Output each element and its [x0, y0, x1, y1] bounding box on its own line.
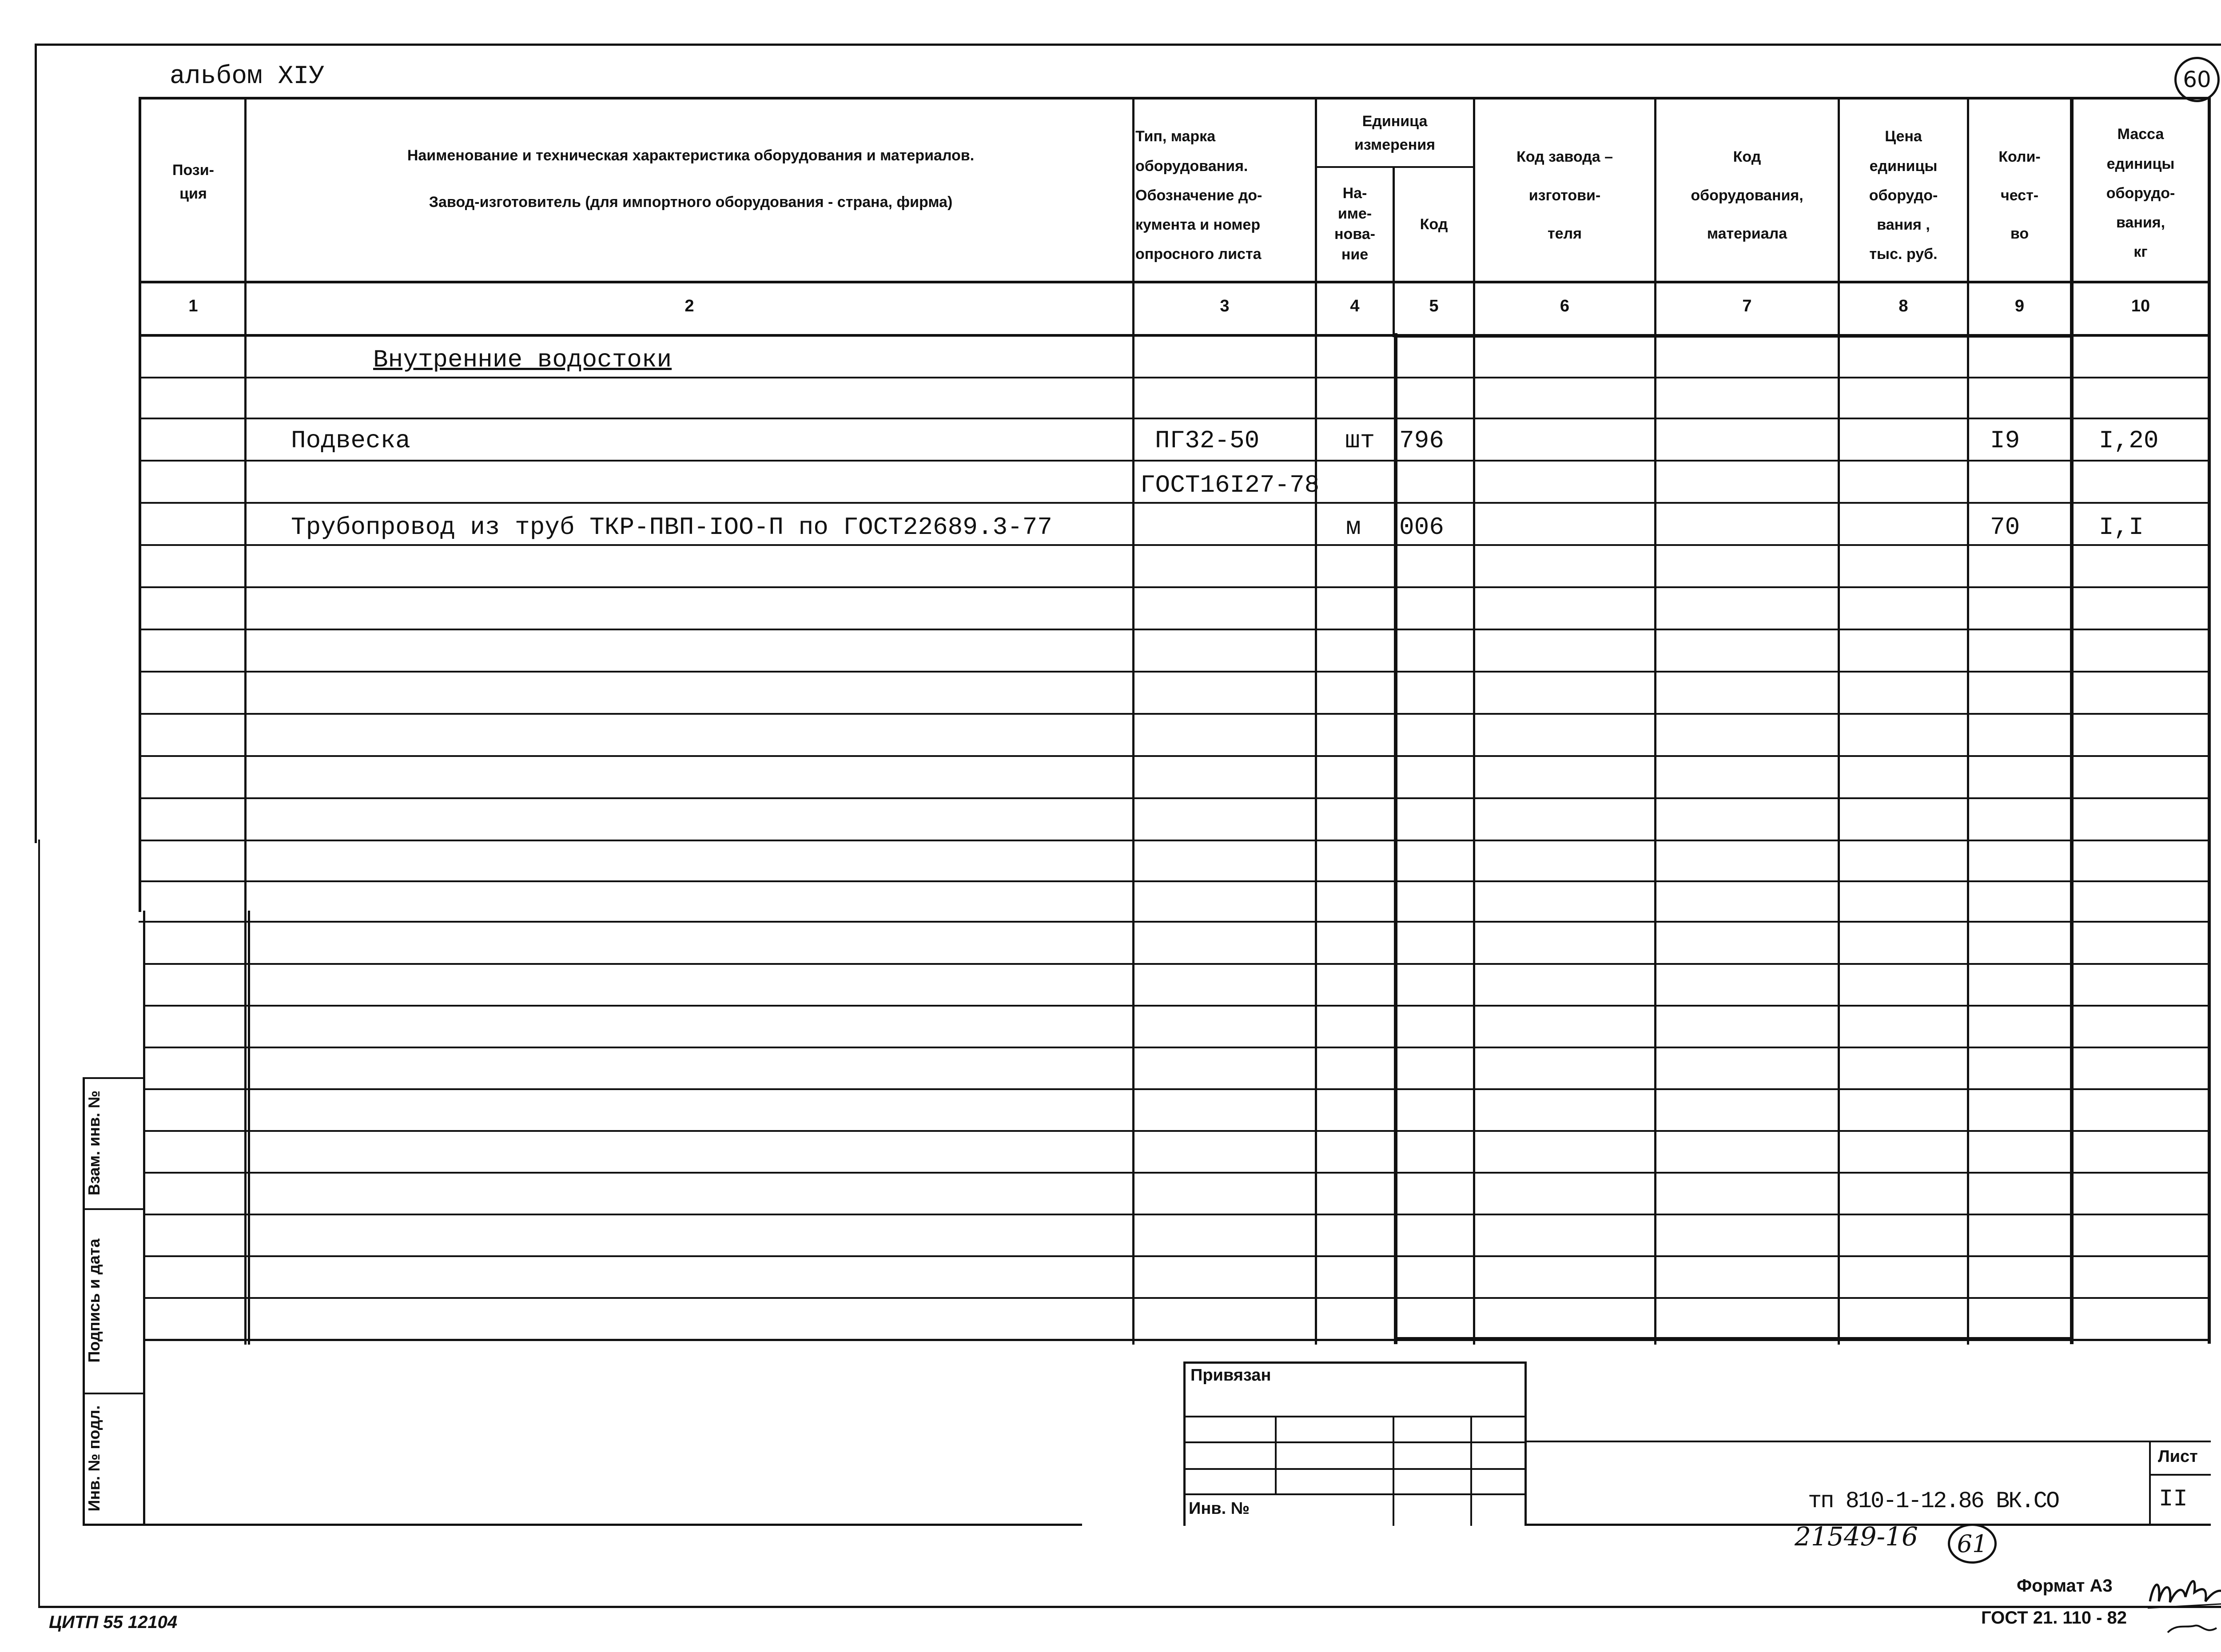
footer-left-code: ЦИТП 55 12104	[49, 1612, 178, 1632]
side-label-inv: Инв. № подл.	[85, 1405, 103, 1512]
signature-mark	[2141, 1561, 2221, 1646]
circled-number-mark	[1948, 1524, 1997, 1564]
header-quantity: Коли- чест- во	[1998, 148, 2041, 243]
row-quantity: 70	[1990, 513, 2020, 541]
row-code: 796	[1399, 426, 1444, 455]
header-unit-name: На- име- нова- ние	[1334, 185, 1375, 263]
sheet-number: II	[2159, 1486, 2188, 1513]
circled-number: 61	[1957, 1529, 1988, 1558]
header-unit-code: Код	[1420, 215, 1448, 233]
row-unit: м	[1346, 513, 1361, 541]
stamp-inv-no: Инв. №	[1189, 1499, 1250, 1518]
row-name: Подвеска	[291, 426, 410, 455]
row-unit: шт	[1345, 426, 1375, 455]
stamp-privyazan: Привязан	[1190, 1366, 1271, 1385]
column-number-1: 1	[188, 297, 198, 315]
album-title: альбом ХIУ	[170, 62, 325, 91]
header-mass: Масса единицы оборудо- вания, кг	[2106, 126, 2175, 261]
footer-format: Формат А3	[2017, 1576, 2113, 1596]
header-name-line2: Завод-изготовитель (для импортного оборудования - страна, фирма)	[429, 193, 953, 211]
header-equipment-code: Код оборудования, материала	[1691, 148, 1803, 243]
column-number-9: 9	[2014, 297, 2025, 315]
side-label-vzam: Взам. инв. №	[85, 1090, 103, 1196]
column-number-3: 3	[1220, 297, 1230, 315]
column-number-10: 10	[2131, 297, 2150, 315]
document-code: тп 810-1-12.86 ВК.СО	[1808, 1488, 2059, 1514]
page-number-mark	[2174, 57, 2220, 102]
column-number-4: 4	[1350, 297, 1360, 315]
header-position: Пози- ция	[172, 162, 214, 202]
row-type-document: ГОСТ16I27-78	[1140, 471, 1320, 499]
section-title: Внутренние водостоки	[373, 346, 672, 374]
row-name: Трубопровод из труб ТКР-ПВП-IOO-П по ГОСТ22689.3-77	[291, 513, 1052, 541]
page-number: 60	[2183, 67, 2211, 92]
row-code: 006	[1399, 513, 1444, 541]
row-mass: I,I	[2099, 513, 2144, 541]
sheet-label: Лист	[2158, 1447, 2198, 1466]
column-number-7: 7	[1742, 297, 1752, 315]
row-quantity: I9	[1990, 426, 2020, 455]
column-number-5: 5	[1429, 297, 1439, 315]
column-number-6: 6	[1560, 297, 1570, 315]
header-factory-code: Код завода – изготови- теля	[1516, 148, 1613, 243]
side-label-podpis: Подпись и дата	[85, 1238, 103, 1363]
header-type: Тип, марка оборудования. Обозначение до- кумента и номер опросного листа	[1135, 128, 1262, 263]
row-mass: I,20	[2099, 426, 2159, 455]
column-number-8: 8	[1899, 297, 1908, 315]
header-price: Цена единицы оборудо- вания , тыс. руб.	[1869, 128, 1938, 263]
header-unit-group: Единица измерения	[1354, 113, 1435, 153]
footer-gost: ГОСТ 21. 110 - 82	[1981, 1608, 2127, 1628]
column-number-2: 2	[685, 297, 694, 315]
handwritten-number: 21549-16	[1795, 1521, 1918, 1552]
row-type: ПГ32-50	[1155, 426, 1260, 455]
header-name-line1: Наименование и техническая характеристика оборудования и материалов.	[407, 147, 975, 164]
